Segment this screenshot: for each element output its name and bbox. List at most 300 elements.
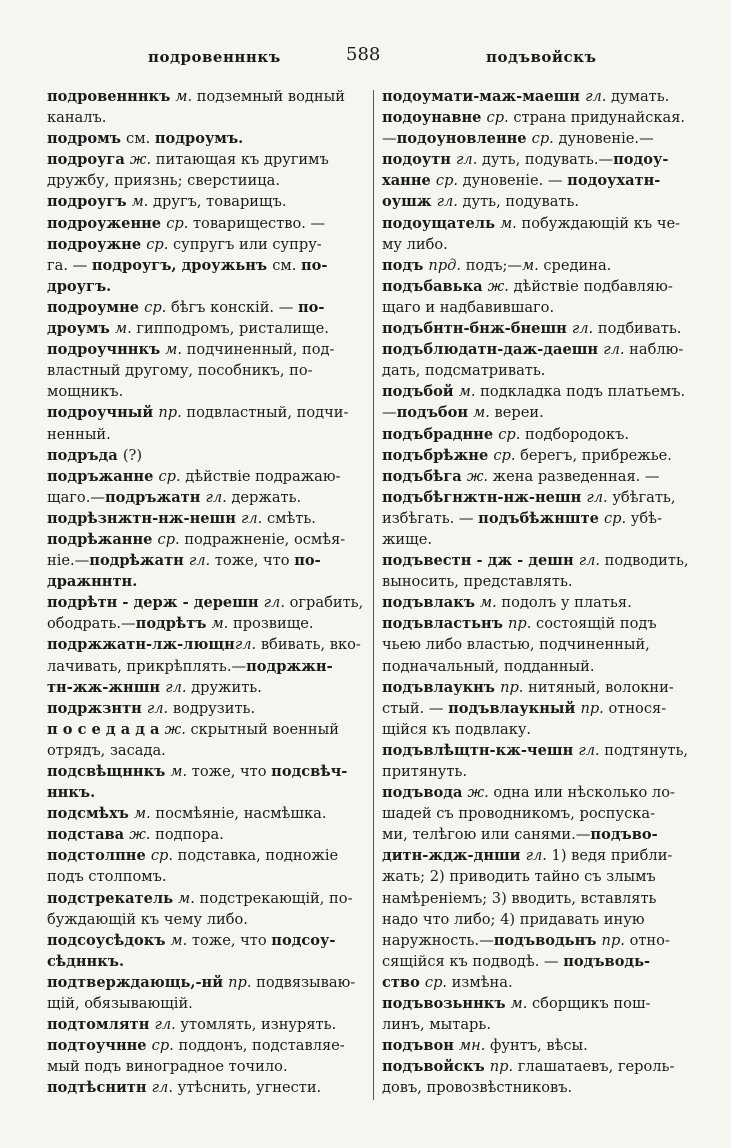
entry-line: [47, 550, 365, 571]
definition-text: подтянуть,: [599, 741, 689, 759]
entry-line: [382, 466, 716, 487]
entry-line: [382, 740, 716, 761]
definition-text: жена разведенная. —: [488, 467, 660, 485]
entry-line: [382, 719, 716, 740]
definition-text: жище.: [382, 530, 432, 548]
grammar-label: м.: [500, 214, 517, 232]
headword: сѣдннкъ.: [47, 952, 125, 970]
grammar-label: ср.: [151, 1037, 174, 1055]
headword: подъвон: [382, 1037, 459, 1055]
grammar-label: пр.: [489, 1058, 514, 1076]
right-column: [382, 86, 716, 1099]
entry-line: [382, 571, 716, 592]
headword: подръжатн: [104, 488, 206, 506]
headword: подъвода: [382, 784, 468, 802]
headword: подъводьнъ: [493, 931, 602, 949]
entry-line: [47, 149, 365, 170]
entry-line: [47, 972, 365, 993]
grammar-label: гл.: [263, 594, 285, 612]
entry-line: [382, 424, 716, 445]
headword: подъвлакъ: [382, 594, 481, 612]
headword: подроугъ: [47, 193, 132, 211]
headword: подромъ: [47, 130, 127, 148]
grammar-label: гл.: [585, 88, 607, 105]
headword: подръжанне: [47, 467, 159, 485]
grammar-label: м.: [480, 594, 497, 612]
definition-text: подражненіе, осмѣя-: [179, 530, 346, 548]
definition-text: подвязываю-: [251, 973, 356, 991]
definition-text: скрытный военный: [185, 720, 339, 738]
definition-text: подкладка подъ платьемъ.: [475, 383, 686, 401]
entry-line: [47, 761, 365, 782]
headword: подтоучнне: [47, 1037, 152, 1055]
grammar-label: ж.: [164, 720, 186, 738]
headword: подъбнтн-бнж-бнешн: [382, 320, 572, 338]
entry-line: [47, 719, 365, 740]
headword: подроумъ.: [154, 130, 244, 148]
headword: тн-жж-жншн: [47, 678, 166, 696]
entry-line: [382, 550, 716, 571]
headword: подоущатель: [382, 214, 501, 232]
headword: подрѣжатн: [89, 552, 189, 570]
grammar-label: ср.: [157, 530, 180, 548]
grammar-label: м.: [165, 341, 183, 359]
entry-line: [382, 888, 716, 909]
headword: ханне: [382, 172, 436, 190]
entry-line: [382, 930, 716, 951]
headword: подъбраднне: [382, 425, 499, 443]
grammar-label: ср.: [486, 109, 509, 127]
definition-text: вереи.: [489, 404, 544, 422]
grammar-label: ср.: [150, 847, 173, 865]
grammar-label: пр.: [601, 931, 625, 949]
entry-line: [47, 424, 365, 445]
entry-line: [47, 191, 365, 212]
definition-text: супругъ или супру-: [168, 235, 322, 253]
grammar-label: м.: [133, 805, 151, 823]
definition-text: измѣна.: [447, 973, 513, 991]
definition-text: состоящій подъ: [531, 615, 657, 633]
definition-text: относя-: [603, 699, 667, 717]
definition-text: отрядъ, засада.: [47, 741, 166, 759]
definition-text: каналъ.: [47, 109, 107, 127]
definition-text: жать; 2) приводить тайно съ злымъ: [382, 868, 656, 886]
entry-line: [382, 656, 716, 677]
definition-text: притянуть.: [382, 763, 468, 780]
definition-text: наружность.—: [382, 931, 494, 949]
definition-text: подбивать.: [593, 320, 682, 338]
entry-line: [47, 445, 365, 466]
header-right-word: подъвойскъ: [486, 48, 597, 66]
entry-line: [47, 613, 365, 634]
entry-line: [382, 677, 716, 698]
headword: подъвлѣщтн-кж-чешн: [382, 741, 579, 759]
grammar-label: ср.: [498, 425, 521, 443]
entry-line: [47, 803, 365, 824]
entry-line: [47, 466, 365, 487]
definition-text: товарищество. —: [188, 214, 326, 232]
definition-text: прозвище.: [228, 615, 314, 633]
headword: подржзнтн: [47, 699, 147, 717]
definition-text: утомлять, изнурять.: [175, 1016, 337, 1034]
definition-text: подчиненный, под-: [182, 341, 335, 359]
headword: подровенннкъ: [47, 88, 176, 105]
header-left-word: подровенннкъ: [148, 48, 281, 66]
definition-text: ограбить,: [284, 594, 364, 612]
grammar-label: ср.: [166, 214, 189, 232]
definition-text: наблю-: [624, 341, 684, 359]
entry-line: [382, 909, 716, 930]
headword: подъвозьннкъ: [382, 995, 511, 1013]
grammar-label: гл.: [578, 552, 601, 570]
entry-line: [47, 782, 365, 803]
grammar-label: м.: [131, 193, 149, 211]
grammar-label: ж.: [467, 784, 489, 802]
entry-line: [47, 255, 365, 276]
entry-line: [47, 508, 365, 529]
entry-line: [47, 318, 365, 339]
entry-line: [47, 634, 365, 655]
headword: подъвлаукный: [448, 699, 581, 717]
headword: подъ: [382, 256, 429, 274]
definition-text: дружбу, приязнь; сверстиица.: [47, 172, 280, 190]
headword: ство: [382, 973, 425, 991]
grammar-label: ж.: [129, 826, 151, 844]
entry-line: [47, 86, 365, 107]
grammar-label: ср.: [531, 130, 554, 148]
definition-text: страна придунайская.: [508, 109, 686, 127]
entry-line: [47, 107, 365, 128]
entry-line: [47, 845, 365, 866]
definition-text: щій, обязывающій.: [47, 995, 193, 1013]
definition-text: поддонъ, подставляе-: [173, 1037, 345, 1055]
grammar-label: гл.: [234, 636, 257, 654]
headword: подъблюдатн-даж-даешн: [382, 341, 604, 359]
entry-line: [382, 634, 716, 655]
entry-line: [382, 402, 716, 423]
definition-text: —: [382, 404, 397, 422]
left-column: [47, 86, 365, 1099]
headword: подъвлаукнъ: [382, 678, 501, 696]
definition-text: вбивать, вко-: [256, 636, 361, 654]
definition-text: шадей съ проводникомъ, роспуска-: [382, 805, 656, 823]
entry-line: [382, 191, 716, 212]
definition-text: тоже, что: [187, 931, 272, 949]
entry-line: [47, 1077, 365, 1098]
definition-text: подолъ у платья.: [496, 594, 632, 612]
grammar-label: м.: [510, 995, 528, 1013]
entry-line: [47, 234, 365, 255]
grammar-label: гл.: [154, 1016, 176, 1034]
entry-line: [382, 508, 716, 529]
headword: п о с е д а д а: [47, 720, 165, 738]
entry-line: [47, 170, 365, 191]
grammar-label: ж.: [466, 467, 489, 485]
grammar-label: пр.: [508, 615, 532, 633]
entry-line: [47, 656, 365, 677]
headword: подсоусѣдокъ: [47, 931, 171, 949]
grammar-label: гл.: [436, 193, 458, 211]
definition-text: средина.: [538, 256, 612, 274]
entry-line: [47, 529, 365, 550]
definition-text: лачивать, прикрѣплять.—: [47, 657, 247, 675]
grammar-label: ср.: [493, 446, 516, 464]
definition-text: мый подъ виноградное точило.: [47, 1058, 288, 1076]
grammar-label: м.: [522, 256, 539, 274]
entry-line: [47, 698, 365, 719]
definition-text: надо что либо; 4) придавать иную: [382, 910, 645, 928]
definition-text: убѣ-: [626, 509, 662, 527]
grammar-label: м.: [178, 889, 195, 907]
grammar-label: гл.: [525, 847, 547, 865]
definition-text: чьею либо властью, подчиненный,: [382, 636, 650, 654]
definition-text: ніе.—: [47, 552, 90, 570]
entry-line: [47, 297, 365, 318]
entry-line: [382, 592, 716, 613]
entry-line: [47, 402, 365, 423]
definition-text: подначальный, подданный.: [382, 657, 595, 675]
grammar-label: м.: [458, 383, 476, 401]
headword: подтомлятн: [47, 1016, 155, 1034]
definition-text: тоже, что: [187, 763, 272, 780]
definition-text: думать.: [606, 88, 670, 105]
grammar-label: м.: [170, 763, 188, 780]
entry-line: [382, 445, 716, 466]
entry-line: [47, 824, 365, 845]
headword: подстава: [47, 826, 130, 844]
headword: подоуновленне: [396, 130, 532, 148]
definition-text: подставка, подножіе: [172, 847, 339, 865]
grammar-label: гл.: [241, 509, 263, 527]
definition-text: смѣть.: [262, 509, 316, 527]
entry-line: [382, 1014, 716, 1035]
headword: подстолпне: [47, 847, 151, 865]
definition-text: подпора.: [150, 826, 224, 844]
entry-line: [47, 1014, 365, 1035]
entry-line: [382, 234, 716, 255]
grammar-label: гл.: [146, 699, 169, 717]
definition-text: ми, телѣгою или санями.—: [382, 826, 591, 844]
headword: подъбѣга: [382, 467, 467, 485]
grammar-label: пр.: [500, 678, 524, 696]
entry-line: [382, 107, 716, 128]
entry-line: [47, 571, 365, 592]
definition-text: довъ, провозвѣстниковъ.: [382, 1079, 573, 1097]
headword: подтѣснитн: [47, 1079, 152, 1097]
entry-line: [382, 866, 716, 887]
definition-text: глашатаевъ, героль-: [513, 1058, 675, 1076]
grammar-label: гл.: [151, 1079, 173, 1097]
headword: подъбон: [396, 404, 474, 422]
headword: подроугъ, дроужьнъ: [91, 256, 273, 274]
headword: подржжн-: [246, 657, 333, 675]
entry-line: [47, 381, 365, 402]
entry-line: [382, 529, 716, 550]
entry-line: [382, 255, 716, 276]
entry-line: [47, 888, 365, 909]
definition-text: 1) ведя прибли-: [546, 847, 673, 865]
page-number: 588: [346, 44, 381, 65]
entry-line: [382, 761, 716, 782]
grammar-label: гл.: [165, 678, 187, 696]
definition-text: щаго и надбавившаго.: [382, 298, 555, 316]
definition-text: подбородокъ.: [520, 425, 629, 443]
entry-line: [382, 1077, 716, 1098]
entry-line: [47, 1056, 365, 1077]
definition-text: побуждающій къ че-: [516, 214, 681, 232]
grammar-label: ср.: [604, 509, 627, 527]
entry-line: [47, 276, 365, 297]
grammar-label: гл.: [578, 741, 600, 759]
headword: дроугъ.: [47, 277, 112, 295]
definition-text: тоже, что: [210, 552, 295, 570]
headword: подъбой: [382, 383, 459, 401]
definition-text: ненный.: [47, 425, 111, 443]
grammar-label: ж.: [129, 151, 152, 169]
headword: подъбавька: [382, 277, 488, 295]
entry-line: [47, 866, 365, 887]
entry-line: [47, 213, 365, 234]
grammar-label: гл.: [205, 488, 227, 506]
entry-line: [382, 972, 716, 993]
grammar-label: м.: [170, 931, 188, 949]
entry-line: [382, 698, 716, 719]
definition-text: гипподромъ, ристалище.: [131, 320, 329, 338]
definition-text: властный другому, пособникъ, по-: [47, 362, 313, 380]
entry-line: [382, 381, 716, 402]
definition-text: берегъ, прибрежье.: [515, 446, 672, 464]
headword: подстрекатель: [47, 889, 179, 907]
definition-text: му либо.: [382, 235, 448, 253]
entry-line: [47, 128, 365, 149]
headword: подрѣтъ: [135, 615, 212, 633]
grammar-label: ж.: [487, 277, 509, 295]
definition-text: водрузить.: [168, 699, 256, 717]
entry-line: [382, 993, 716, 1014]
definition-text: см.: [126, 130, 155, 148]
grammar-label: пр.: [580, 699, 604, 717]
definition-text: посмѣяніе, насмѣшка.: [150, 805, 327, 823]
definition-text: —: [382, 130, 397, 148]
page-header: [0, 44, 731, 72]
entry-line: [47, 677, 365, 698]
grammar-label: гл.: [603, 341, 625, 359]
definition-text: подъ столпомъ.: [47, 868, 167, 886]
definition-text: другъ, товарищъ.: [148, 193, 287, 211]
headword: подъвластьнъ: [382, 615, 509, 633]
grammar-label: ср.: [144, 298, 167, 316]
headword: оушж: [382, 193, 437, 211]
definition-text: мощникъ.: [47, 383, 124, 401]
entry-line: [382, 213, 716, 234]
definition-text: буждающій къ чему либо.: [47, 910, 248, 928]
entry-line: [382, 1035, 716, 1056]
entry-line: [382, 803, 716, 824]
headword: по-: [294, 552, 321, 570]
headword: подроучннкъ: [47, 341, 166, 359]
headword: подроуга: [47, 151, 130, 169]
headword: подсоу-: [271, 931, 336, 949]
definition-text: одна или нѣсколько ло-: [488, 784, 675, 802]
headword: подоухатн-: [567, 172, 661, 190]
definition-text: дуновеніе.—: [553, 130, 654, 148]
headword: подсвѣщннкъ: [47, 763, 171, 780]
grammar-label: м.: [473, 404, 490, 422]
headword: подоутн: [382, 151, 457, 169]
headword: подъво-: [590, 826, 658, 844]
grammar-label: гл.: [571, 320, 594, 338]
entry-line: [382, 1056, 716, 1077]
headword: подрѣжанне: [47, 530, 158, 548]
entry-line: [382, 318, 716, 339]
entry-line: [47, 1035, 365, 1056]
definition-text: сборщикъ пош-: [527, 995, 651, 1013]
headword: по-: [297, 298, 325, 316]
grammar-label: ср.: [435, 172, 459, 190]
entry-line: [382, 276, 716, 297]
entry-line: [47, 909, 365, 930]
headword: ннкъ.: [47, 784, 96, 802]
grammar-label: гл.: [456, 151, 478, 169]
entry-line: [47, 740, 365, 761]
headword: подсвѣч-: [271, 763, 348, 780]
definition-text: питающая къ другимъ: [151, 151, 329, 169]
definition-text: держать.: [226, 488, 302, 506]
definition-text: сящійся къ подводѣ. —: [382, 952, 564, 970]
definition-text: дѣйствіе подражаю-: [180, 467, 341, 485]
headword: подроуженне: [47, 214, 167, 232]
definition-text: подвластный, подчи-: [181, 404, 349, 422]
headword: подъбѣгнжтн-нж-нешн: [382, 488, 587, 506]
headword: подоунавне: [382, 109, 487, 127]
definition-text: ободрать.—: [47, 615, 136, 633]
definition-text: дуть, подувать.—: [477, 151, 614, 169]
definition-text: см.: [272, 256, 301, 274]
headword: подсмѣхъ: [47, 805, 134, 823]
entry-line: [382, 128, 716, 149]
entry-line: [382, 782, 716, 803]
definition-text: отно-: [624, 931, 670, 949]
entry-line: [382, 149, 716, 170]
definition-text: (?): [122, 446, 143, 464]
grammar-label: мн.: [458, 1037, 486, 1055]
headword: подроумне: [47, 298, 145, 316]
headword: подръда: [47, 446, 123, 464]
headword: дражннтн.: [47, 573, 138, 591]
definition-text: стый. —: [382, 699, 449, 717]
headword: подъбрѣжне: [382, 446, 494, 464]
definition-text: дуть, подувать.: [457, 193, 580, 211]
definition-text: выносить, представлять.: [382, 573, 573, 591]
entry-line: [382, 487, 716, 508]
definition-text: бѣгъ конскій. —: [166, 298, 298, 316]
grammar-label: ср.: [158, 467, 181, 485]
definition-text: намѣреніемъ; 3) вводить, вставлять: [382, 889, 657, 907]
definition-text: линъ, мытарь.: [382, 1016, 491, 1034]
entry-line: [382, 845, 716, 866]
definition-text: дѣйствіе подбавляю-: [508, 277, 673, 295]
definition-text: дружить.: [186, 678, 262, 696]
headword: подъбѣжнште: [478, 509, 604, 527]
grammar-label: ср.: [424, 973, 448, 991]
headword: подроужне: [47, 235, 147, 253]
headword: дитн-ждж-днши: [382, 847, 526, 865]
entry-line: [47, 930, 365, 951]
definition-text: подводить,: [600, 552, 689, 570]
headword: подтверждающь,-нй: [47, 973, 229, 991]
headword: подъвестн - дж - дешн: [382, 552, 579, 570]
headword: подъвойскъ: [382, 1058, 490, 1076]
